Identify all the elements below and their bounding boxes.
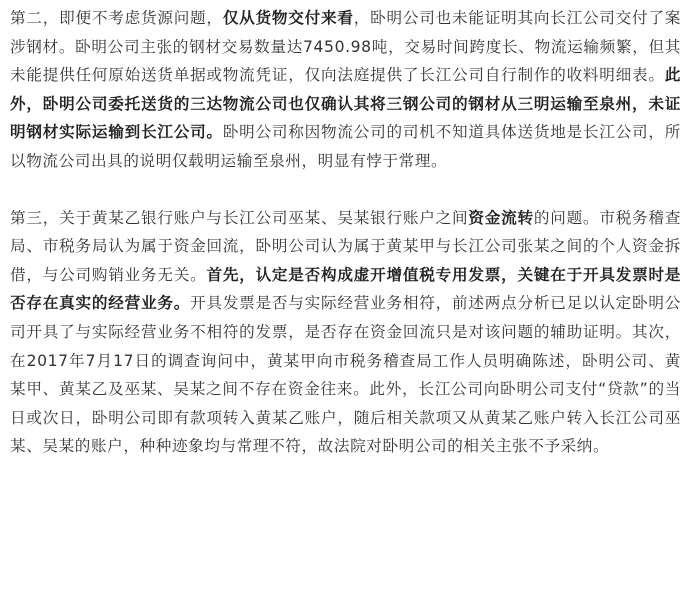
text-segment: 卧明公司称因物流公司的司机不知道具体送货地是长江公司，所以物流公司出具的说明仅载明运输至泉州，明显有悖于常理。 [10,123,681,170]
text-segment: ，卧明公司也未能证明其向长江公司交付了案涉钢材。卧明公司主张的钢材交易数量达7450.98吨，交易时间跨度长、物流运输频繁，但其未能提供任何原始送货单据或物流凭证，仅向法庭提供了长江公司自行制作的收料明细表。 [10,9,681,85]
paragraph-second-point [10,4,681,176]
bold-text-segment: 资金流转 [468,208,534,227]
text-segment: 第二，即便不考虑货源问题， [10,9,223,27]
paragraph-third-point [10,204,681,461]
text-segment: 的问题。市税务稽查局、市税务局认为属于资金回流，卧明公司认为属于黄某甲与长江公司张某之间的个人资金拆借，与公司购销业务无关。 [10,208,681,284]
bold-text-segment: 仅从货物交付来看 [222,9,354,27]
text-segment: 第三，关于黄某乙银行账户与长江公司巫某、吴某银行账户之间 [10,208,469,227]
paragraph-spacer [10,176,681,204]
bold-text-segment: 此外，卧明公司委托送货的三达物流公司也仅确认其将三钢公司的钢材从三明运输至泉州，未证明钢材实际运输到长江公司。 [10,66,681,142]
bold-text-segment: 首先，认定是否构成虚开增值税专用发票，关键在于开具发票时是否存在真实的经营业务。 [10,265,682,313]
text-segment: 开具发票是否与实际经营业务相符，前述两点分析已足以认定卧明公司开具了与实际经营业务不相符的发票，是否存在资金回流只是对该问题的辅助证明。其次，在2017年7月17日的调查询问中，黄某甲向市税务稽查局工作人员明确陈述，卧明公司、黄某甲、黄某乙及巫某、吴某之间不存在资金往来。此外，长江公司向卧明公司支付“贷款”的当日或次日，卧明公司即有款项转入黄某乙账户，随后相关款项又从黄某乙账户转入长江公司巫某、吴某的账户，种种迹象均与常理不符，故法院对卧明公司的相关主张不予采纳。 [10,294,681,456]
